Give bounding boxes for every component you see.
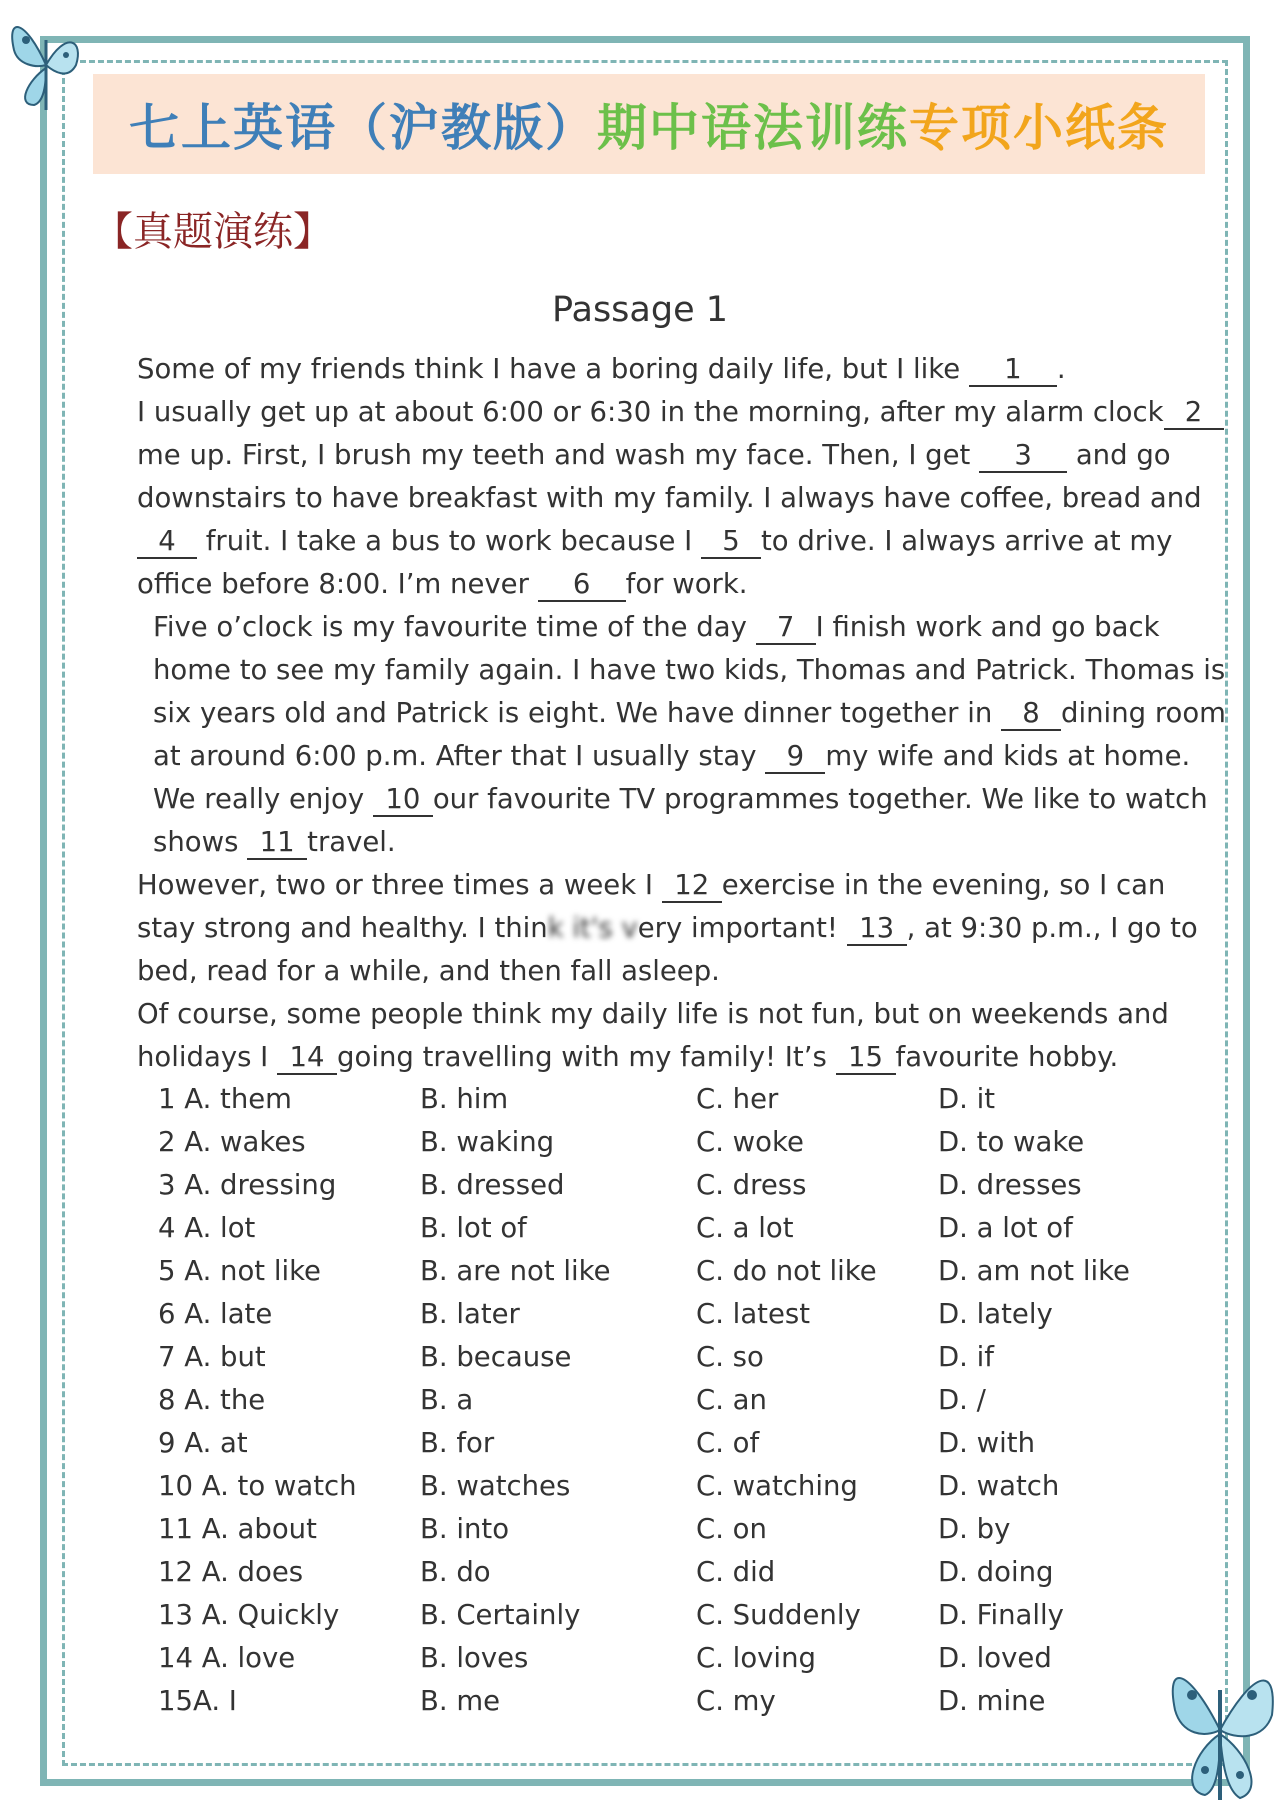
option-a: 13 A. Quickly [158,1599,340,1631]
blank-11: 11 [247,826,307,860]
option-a: 6 A. late [158,1298,273,1330]
option-d: D. am not like [938,1255,1130,1287]
option-a: 8 A. the [158,1384,266,1416]
passage-text: for work. [625,568,748,600]
option-a: 7 A. but [158,1341,266,1373]
passage-text: me up. First, I brush my teeth and wash my face. Then, I get [137,439,980,471]
passage-title: Passage 1 [551,290,729,330]
passage-text: Some of my friends think I have a boring daily life, but I like [137,353,969,385]
option-row [158,1078,1138,1121]
option-c: C. latest [696,1298,810,1330]
option-a: 5 A. not like [158,1255,321,1287]
option-c: C. on [696,1513,767,1545]
option-c: C. did [696,1556,776,1588]
option-c: C. woke [696,1126,804,1158]
answer-options [158,1078,1138,1723]
paragraph-4 [77,864,1227,993]
blank-14: 14 [277,1041,337,1075]
option-a: 12 A. does [158,1556,304,1588]
option-d: D. loved [938,1642,1052,1674]
option-b: B. because [420,1341,572,1373]
option-row [158,1422,1138,1465]
option-b: B. loves [420,1642,529,1674]
option-c: C. watching [696,1470,858,1502]
option-c: C. my [696,1685,776,1717]
option-b: B. into [420,1513,510,1545]
option-d: D. watch [938,1470,1060,1502]
blank-12: 12 [662,869,722,903]
title-part-3: 专项小纸条 [909,99,1169,157]
blurred-text: k it's v [547,912,638,944]
passage-text: I finish work and go back home to see my family again. I have two kids, Thomas and Patrick. Thomas is six years old and Patrick is eight. We have dinner together in [153,611,1226,729]
option-c: C. so [696,1341,764,1373]
blank-8: 8 [1001,697,1061,731]
blank-10: 10 [373,783,433,817]
blank-6: 6 [538,568,626,602]
title-part-2: 期中语法训练 [597,99,909,157]
blank-4: 4 [137,525,197,559]
blank-2: 2 [1164,396,1224,430]
option-c: C. loving [696,1642,816,1674]
option-row [158,1293,1138,1336]
option-d: D. lately [938,1298,1053,1330]
passage-text: Five o’clock is my favourite time of the day [153,611,756,643]
option-b: B. for [420,1427,495,1459]
option-d: D. dresses [938,1169,1082,1201]
option-d: D. Finally [938,1599,1064,1631]
option-a: 9 A. at [158,1427,248,1459]
blank-9: 9 [765,740,825,774]
option-c: C. Suddenly [696,1599,861,1631]
passage-text: our favourite TV programmes together. We like to watch shows [153,783,1208,858]
title-part-1: 七上英语（沪教版） [129,99,597,157]
option-row [158,1680,1138,1723]
option-c: C. an [696,1384,767,1416]
passage-text: , at 9:30 p.m., I go to bed, read for a while, and then fall asleep. [137,912,1198,987]
butterfly-icon [6,10,86,120]
passage-text: I usually get up at about 6:00 or 6:30 in the morning, after my alarm clock [137,396,1164,428]
passage-body [77,348,1227,1079]
butterfly-icon [1160,1640,1280,1805]
option-b: B. are not like [420,1255,611,1287]
option-c: C. of [696,1427,760,1459]
option-b: B. him [420,1083,509,1115]
option-d: D. a lot of [938,1212,1073,1244]
option-row [158,1336,1138,1379]
option-c: C. dress [696,1169,807,1201]
option-a: 4 A. lot [158,1212,256,1244]
passage-text: Of course, some people think my daily life is not fun, but on weekends and holidays I [137,998,1169,1073]
option-b: B. later [420,1298,520,1330]
passage-text: favourite hobby. [895,1041,1119,1073]
paragraph-2 [77,391,1227,606]
passage-text: to drive. I always arrive at my office before 8:00. I’m never [137,525,1173,600]
option-c: C. her [696,1083,779,1115]
option-row [158,1465,1138,1508]
blank-1: 1 [969,353,1057,387]
option-c: C. do not like [696,1255,877,1287]
passage-text: . [1056,353,1066,385]
option-b: B. a [420,1384,474,1416]
option-a: 15A. I [158,1685,237,1717]
option-row [158,1164,1138,1207]
option-b: B. dressed [420,1169,565,1201]
blank-7: 7 [756,611,816,645]
option-d: D. doing [938,1556,1054,1588]
paragraph-1 [77,348,1227,391]
passage-text: However, two or three times a week I [137,869,662,901]
option-b: B. do [420,1556,491,1588]
option-row [158,1594,1138,1637]
option-row [158,1379,1138,1422]
option-b: B. me [420,1685,501,1717]
option-d: D. with [938,1427,1036,1459]
passage-text: ery important! [637,912,847,944]
paragraph-5 [77,993,1227,1079]
page-title [93,74,1205,174]
option-d: D. if [938,1341,994,1373]
passage-text: exercise in the evening, so I can stay strong and healthy. I thin [137,869,1166,944]
option-row [158,1207,1138,1250]
blank-3: 3 [979,439,1067,473]
option-d: D. mine [938,1685,1046,1717]
option-row [158,1121,1138,1164]
option-a: 14 A. love [158,1642,296,1674]
option-d: D. / [938,1384,986,1416]
option-a: 1 A. them [158,1083,292,1115]
blank-5: 5 [701,525,761,559]
option-row [158,1637,1138,1680]
option-a: 11 A. about [158,1513,317,1545]
option-b: B. lot of [420,1212,527,1244]
option-row [158,1250,1138,1293]
passage-text: dining room at around 6:00 p.m. After that I usually stay [153,697,1226,772]
passage-text: my wife and kids at home. We really enjoy [153,740,1191,815]
option-row [158,1551,1138,1594]
option-d: D. to wake [938,1126,1085,1158]
passage-text: going travelling with my family! It’s [337,1041,836,1073]
option-a: 3 A. dressing [158,1169,337,1201]
option-a: 2 A. wakes [158,1126,306,1158]
option-b: B. watches [420,1470,571,1502]
option-row [158,1508,1138,1551]
paragraph-3 [77,606,1227,864]
section-label: 【真题演练】 [93,209,333,255]
option-c: C. a lot [696,1212,794,1244]
option-d: D. it [938,1083,996,1115]
option-d: D. by [938,1513,1011,1545]
option-b: B. Certainly [420,1599,581,1631]
option-a: 10 A. to watch [158,1470,357,1502]
blank-13: 13 [847,912,907,946]
passage-text: and go downstairs to have breakfast with my family. I always have coffee, bread and [137,439,1202,514]
passage-text: fruit. I take a bus to work because I [197,525,701,557]
passage-text: travel. [307,826,396,858]
option-b: B. waking [420,1126,555,1158]
blank-15: 15 [836,1041,896,1075]
